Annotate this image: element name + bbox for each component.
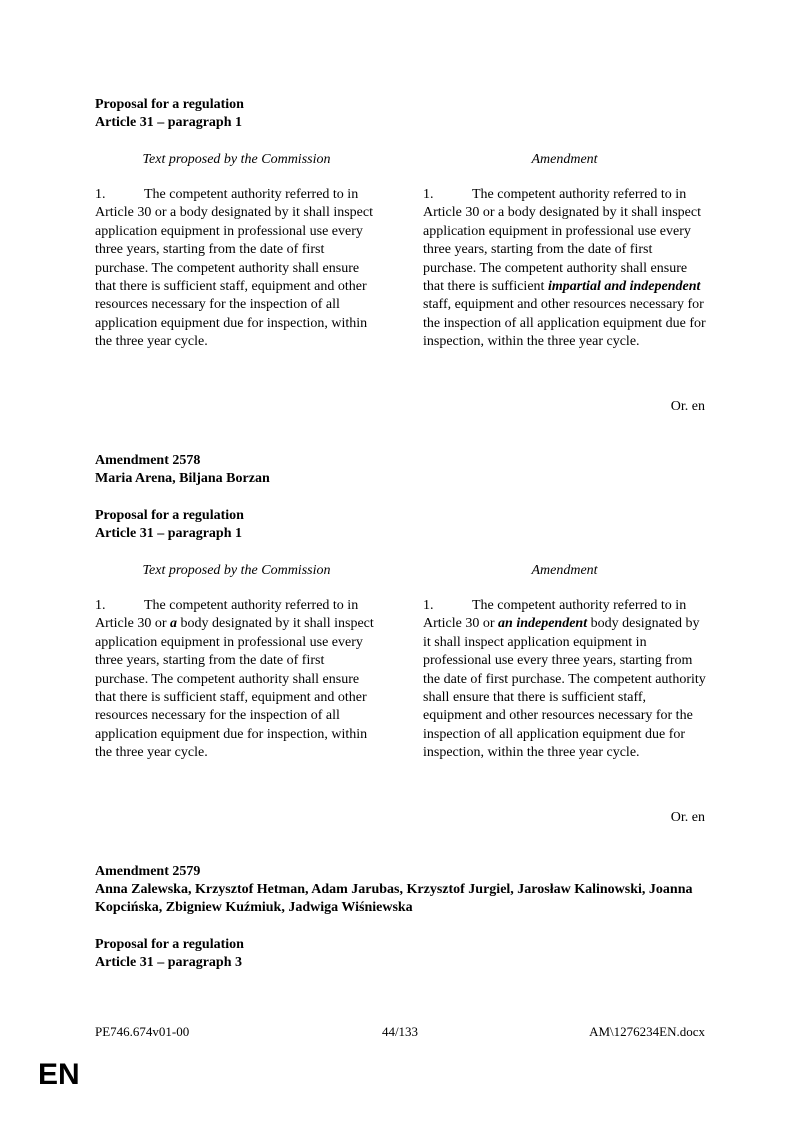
- paragraph-text-start: The competent authority referred to in Article 30 or: [423, 598, 687, 632]
- commission-text: [95, 186, 380, 352]
- paragraph-text-end: body designated by it shall inspect application equipment in professional use every three years, starting from the date of first purchase. The competent authority shall ensure that there is sufficient staff, equipment and other resources necessary for the inspection of all application equipment due for inspection, within the three year cycle.: [423, 616, 706, 761]
- amendment-number: Amendment 2578: [95, 453, 201, 468]
- amendment-number: Amendment 2579: [95, 864, 201, 879]
- paragraph-number: 1.: [423, 598, 434, 613]
- amendment-heading: [95, 452, 710, 488]
- article-reference: Article 31 – paragraph 1: [95, 115, 242, 130]
- paragraph-text-end: staff, equipment and other resources necessary for the inspection of all application equipment due for inspection, within the three year cycle.: [423, 297, 706, 350]
- article-reference: Article 31 – paragraph 3: [95, 955, 242, 970]
- proposal-heading: [95, 96, 710, 132]
- deleted-text: a: [170, 616, 178, 632]
- amendment-header: Amendment: [531, 563, 598, 578]
- proposal-heading: [95, 507, 710, 543]
- article-reference: Article 31 – paragraph 1: [95, 526, 242, 541]
- inserted-text: an independent: [498, 616, 588, 632]
- inserted-text: impartial and independent: [547, 279, 701, 295]
- commission-text-header: Text proposed by the Commission: [142, 563, 331, 578]
- amendment-authors: Maria Arena, Biljana Borzan: [95, 471, 270, 486]
- footer-page-number: 44/133: [381, 1024, 419, 1039]
- amendment-authors: Anna Zalewska, Krzysztof Hetman, Adam Jarubas, Krzysztof Jurgiel, Jarosław Kalinowski, Joanna Kopcińska, Zbigniew Kuźmiuk, Jadwiga Wiśniewska: [95, 882, 693, 915]
- footer-document-name: AM\1276234EN.docx: [589, 1024, 705, 1039]
- paragraph-text-start: The competent authority referred to in Article 30 or a body designated by it shall inspect application equipment in professional use every three years, starting from the date of first purchase. The competent authority shall ensure that there is sufficient: [423, 187, 701, 295]
- paragraph-number: 1.: [423, 187, 434, 202]
- paragraph-number: 1.: [95, 598, 106, 613]
- original-language: Or. en: [670, 810, 705, 825]
- amendment-text: [423, 597, 708, 763]
- original-language: Or. en: [670, 399, 705, 414]
- proposal-title: Proposal for a regulation: [95, 937, 244, 952]
- amendment-heading: [95, 863, 710, 917]
- proposal-title: Proposal for a regulation: [95, 508, 244, 523]
- footer-reference: PE746.674v01-00: [95, 1024, 190, 1039]
- commission-text-header: Text proposed by the Commission: [142, 152, 331, 167]
- proposal-heading: [95, 936, 710, 972]
- paragraph-text-end: body designated by it shall inspect application equipment in professional use every three years, starting from the date of first purchase. The competent authority shall ensure that there is sufficient staff, equipment and other resources necessary for the inspection of all application equipment due for inspection, within the three year cycle.: [95, 616, 374, 761]
- amendment-text: [423, 186, 708, 352]
- amendment-header: Amendment: [531, 152, 598, 167]
- proposal-title: Proposal for a regulation: [95, 97, 244, 112]
- commission-text: [95, 597, 380, 763]
- language-code: EN: [38, 1058, 80, 1091]
- paragraph-text: The competent authority referred to in Article 30 or a body designated by it shall inspect application equipment in professional use every three years, starting from the date of first purchase. The competent authority shall ensure that there is sufficient staff, equipment and other resources necessary for the inspection of all application equipment due for inspection, within the three year cycle.: [95, 187, 373, 350]
- paragraph-number: 1.: [95, 187, 106, 202]
- paragraph-text-start: The competent authority referred to in Article 30 or: [95, 598, 359, 632]
